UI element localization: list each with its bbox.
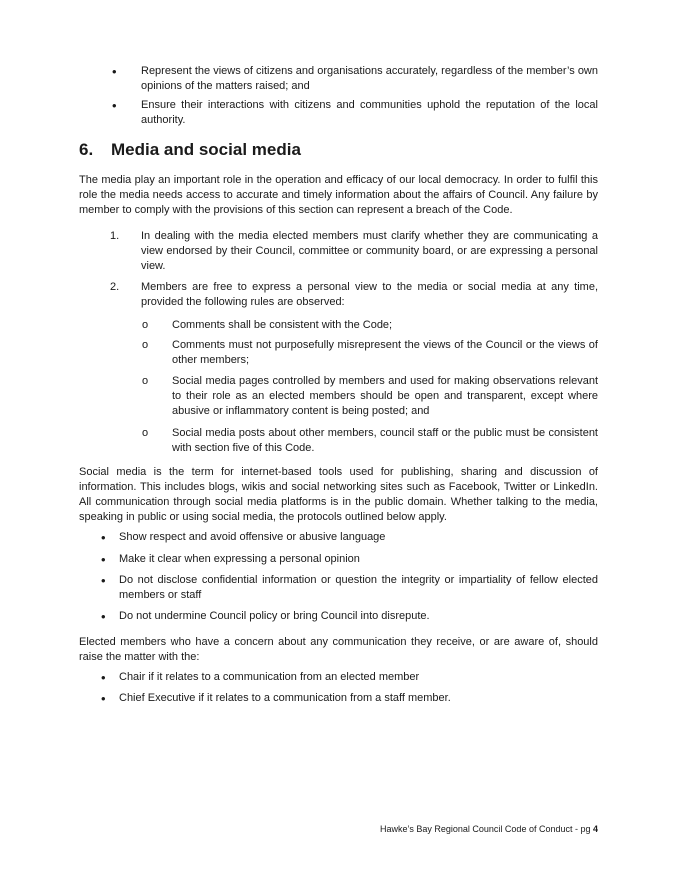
sub-item-3: Social media pages controlled by members and used for making observations relevant to their role as an elected members should be open and transparent, except where abusive or inflammatory content is being posted; and [172, 375, 598, 417]
concern-bullet-2: Chief Executive if it relates to a communication from a staff member. [119, 692, 451, 704]
intro-paragraph: The media play an important role in the operation and efficacy of our local democracy. In order to fulfil this role the media needs access to accurate and timely information about the affairs of Council. Any failure by member to comply with the provisions of this section can represent a breach of the Code. [79, 174, 598, 216]
protocol-item-2: Make it clear when expressing a personal opinion [119, 553, 360, 565]
top-bullet-2: Ensure their interactions with citizens and communities uphold the reputation of the local authority. [141, 99, 598, 126]
page-footer [380, 823, 598, 835]
list-number: 2. [110, 281, 120, 293]
concern-bullet-1: Chair if it relates to a communication from an elected member [119, 671, 420, 683]
protocol-item-1: Show respect and avoid offensive or abusive language [119, 531, 386, 543]
social-media-paragraph: Social media is the term for internet-based tools used for publishing, sharing and discussion of information. This includes blogs, wikis and social networking sites such as Facebook, Twitter or LinkedIn. All communication through social media platforms is in the public domain. Whether talking to the media, speaking in public or using social media, the protocols outlined below apply. [79, 466, 598, 523]
sub-marker: o [142, 319, 149, 331]
bullet-marker: • [101, 609, 106, 624]
section-title: Media and social media [111, 140, 301, 159]
bullet-marker: • [101, 670, 106, 685]
bullet-marker: • [112, 98, 117, 113]
bullet-marker: • [101, 530, 106, 545]
sub-marker: o [142, 427, 149, 439]
section-number: 6. [79, 140, 94, 159]
section-heading [79, 140, 301, 160]
bullet-marker: • [101, 691, 106, 706]
footer-text: Hawke’s Bay Regional Council Code of Conduct - pg [380, 824, 593, 834]
sub-item-1: Comments shall be consistent with the Code; [172, 319, 393, 331]
top-bullet-1: Represent the views of citizens and organisations accurately, regardless of the member’s own opinions of the matters raised; and [141, 65, 598, 92]
protocol-item-3: Do not disclose confidential information or question the integrity or impartiality of fellow elected members or staff [119, 574, 598, 601]
bullet-marker: • [101, 552, 106, 567]
numbered-item-1: In dealing with the media elected members must clarify whether they are communicating a view endorsed by their Council, committee or community board, or are expressing a personal view. [141, 230, 598, 272]
list-number: 1. [110, 230, 120, 242]
sub-marker: o [142, 375, 149, 387]
concern-paragraph: Elected members who have a concern about any communication they receive, or are aware of, should raise the matter with the: [79, 636, 598, 663]
bullet-marker: • [101, 573, 106, 588]
sub-item-4: Social media posts about other members, council staff or the public must be consistent with section five of this Code. [172, 427, 598, 454]
sub-marker: o [142, 339, 149, 351]
bullet-marker: • [112, 64, 117, 79]
page-number: 4 [592, 824, 598, 834]
sub-item-2: Comments must not purposefully misrepresent the views of the Council or the views of other members; [172, 339, 598, 366]
protocol-item-4: Do not undermine Council policy or bring Council into disrepute. [119, 610, 430, 622]
numbered-item-2: Members are free to express a personal view to the media or social media at any time, provided the following rules are observed: [141, 281, 598, 308]
